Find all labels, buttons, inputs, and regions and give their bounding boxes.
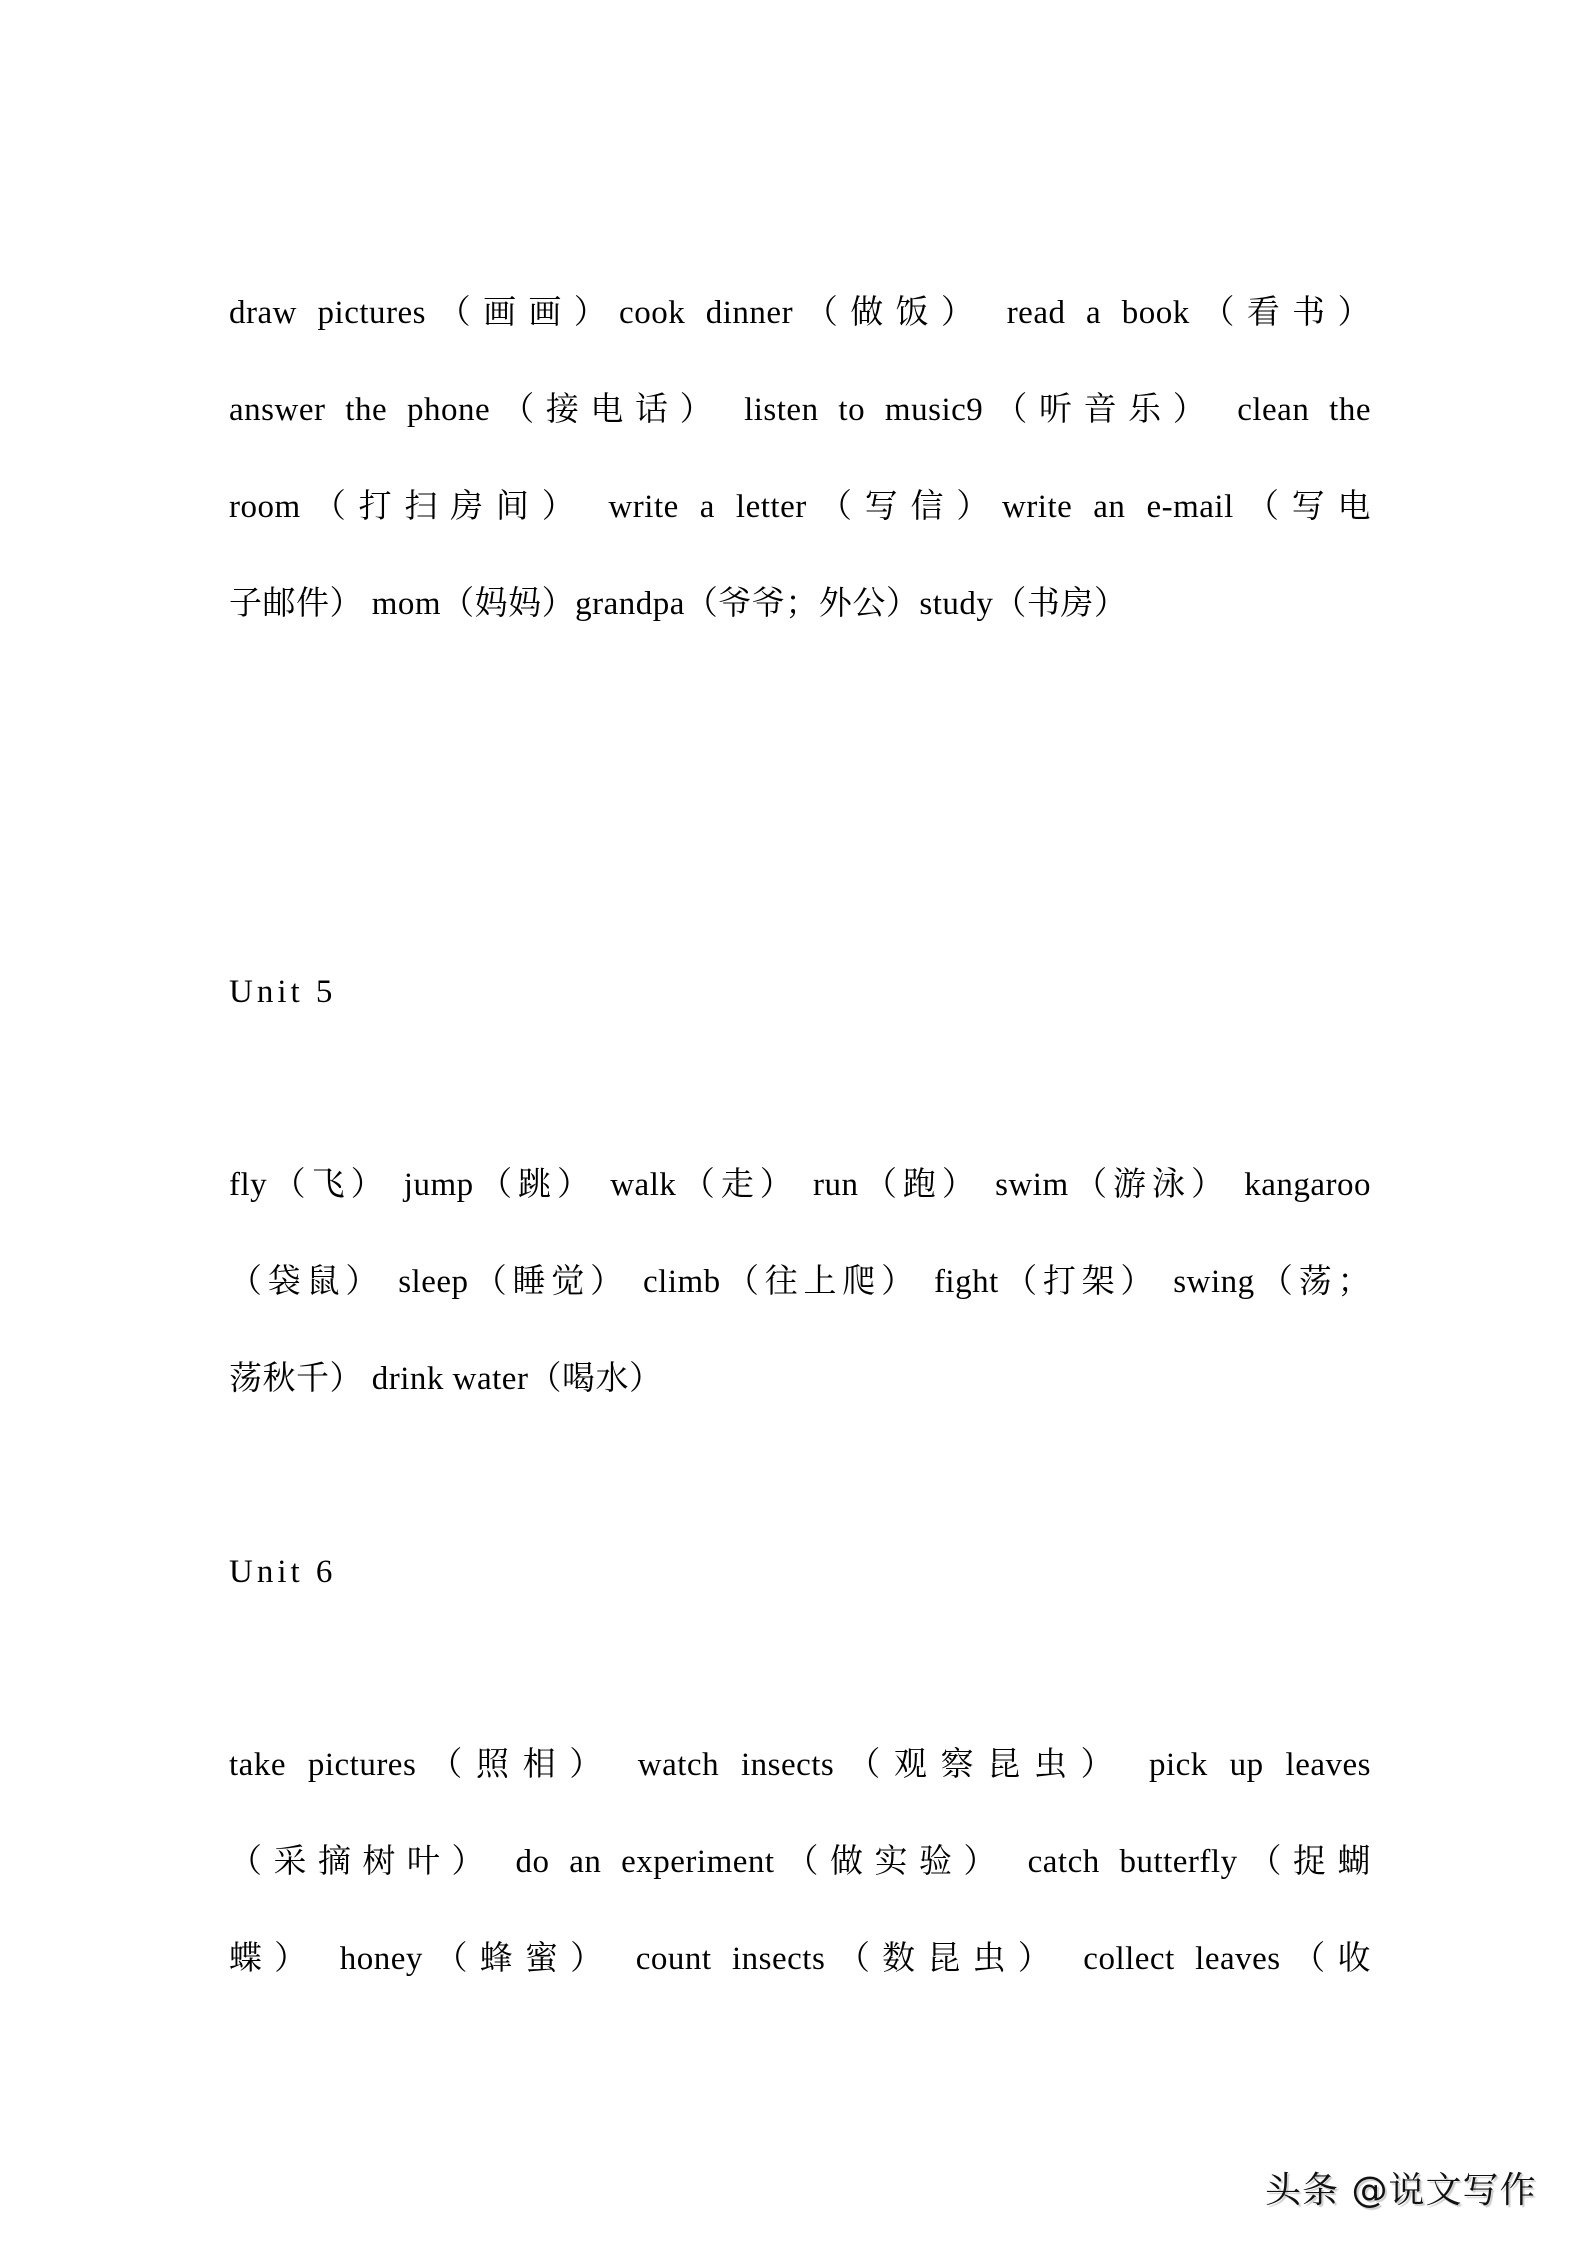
vocab-line: room（打扫房间） write a letter（写信）write an e-mail（写电 — [229, 489, 1371, 525]
unit-5-heading: Unit 5 — [229, 974, 337, 1010]
vocab-line: draw pictures（画画）cook dinner（做饭） read a book（看书） — [229, 295, 1371, 331]
vocab-line: （袋鼠） sleep（睡觉） climb（往上爬） fight（打架） swing（荡； — [229, 1264, 1371, 1300]
vocab-line: take pictures（照相） watch insects（观察昆虫） pick up leaves — [229, 1747, 1371, 1783]
vocab-line: fly（飞） jump（跳） walk（走） run（跑） swim（游泳） kangaroo — [229, 1167, 1371, 1203]
vocab-line: 荡秋千） drink water（喝水） — [229, 1361, 663, 1397]
vocab-line: answer the phone（接电话） listen to music9（听音乐） clean the — [229, 392, 1371, 428]
vocab-line: 蝶） honey（蜂蜜） count insects（数昆虫） collect leaves（收 — [229, 1941, 1371, 1977]
vocab-line: （采摘树叶） do an experiment（做实验） catch butterfly（捉蝴 — [229, 1844, 1371, 1880]
vocab-line: 子邮件） mom（妈妈）grandpa（爷爷；外公）study（书房） — [229, 586, 1128, 622]
watermark: 头条 @说文写作 — [1265, 2170, 1537, 2211]
unit-6-heading: Unit 6 — [229, 1554, 337, 1590]
